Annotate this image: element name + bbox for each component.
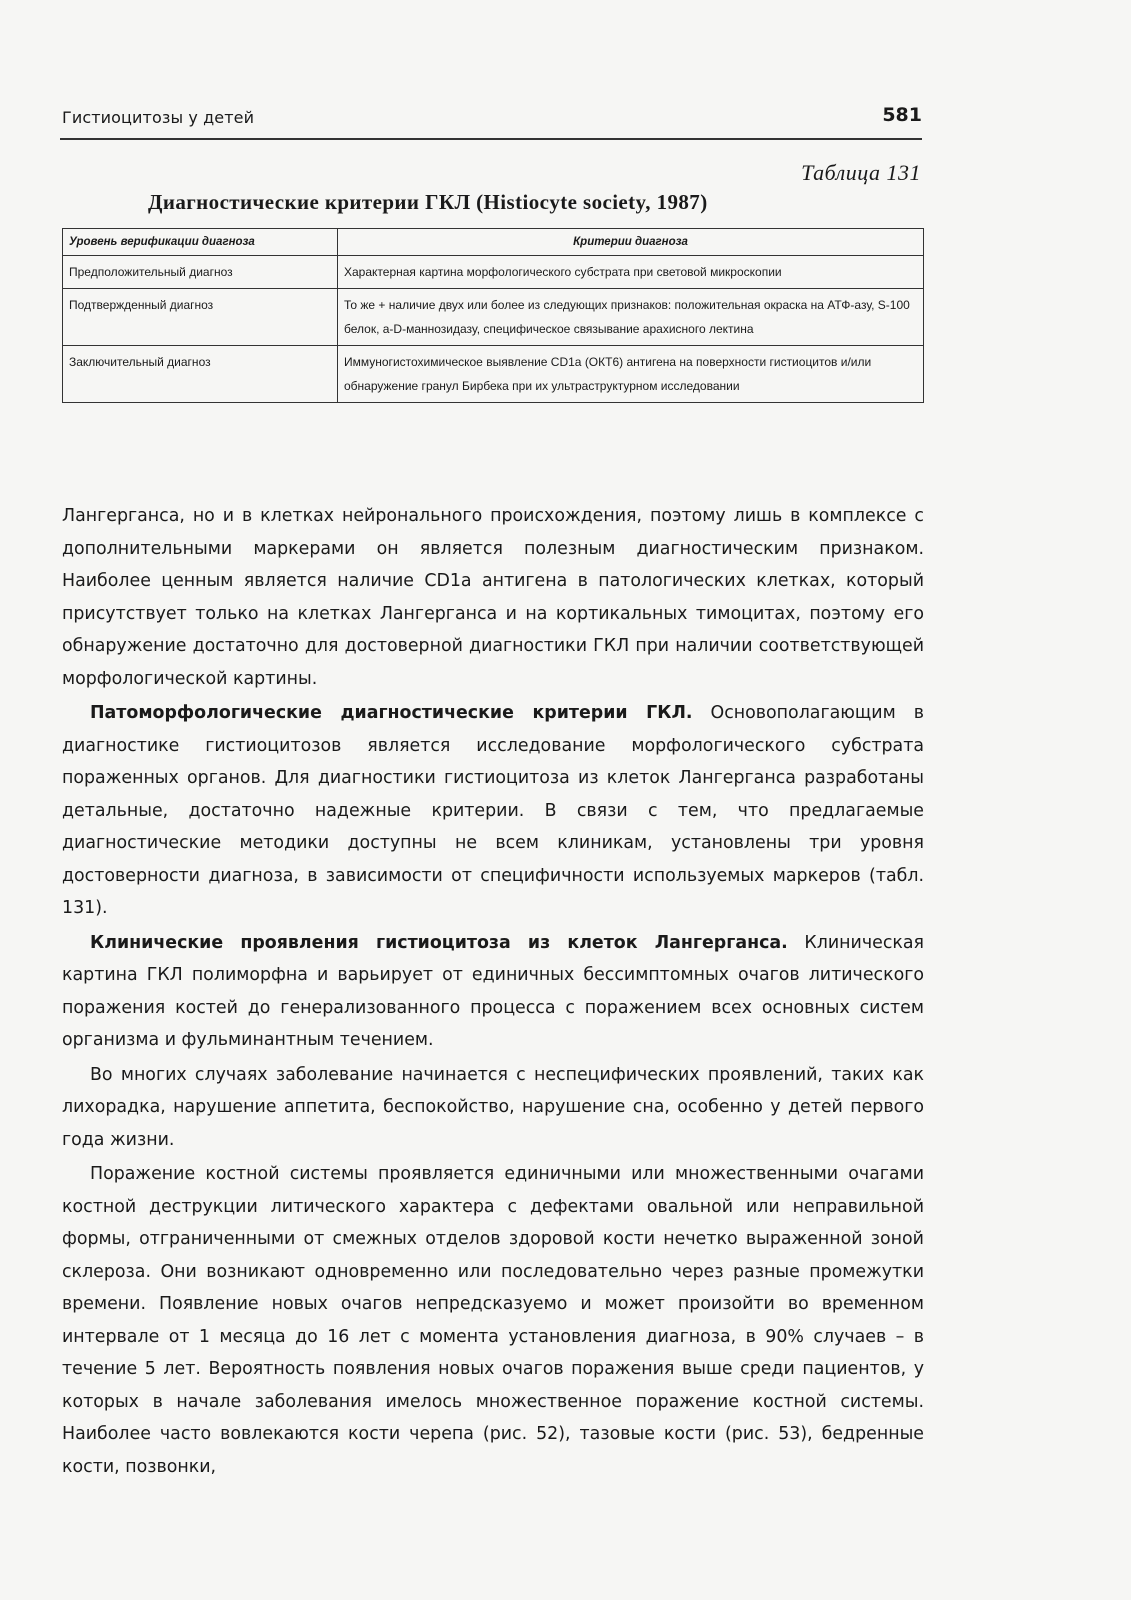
paragraph: Лангерганса, но и в клетках нейронального происхождения, поэтому лишь в комплексе с дополнительными маркерами он является полезным диагностическим признаком. Наиболее ценным является наличие CD1a антигена в патологических клетках, который присутствует только на клетках Лангерганса и на кортикальных тимоцитах, поэтому его обнаружение достаточно для достоверной диагностики ГКЛ при наличии соответствующей морфологической картины. <box>62 506 924 689</box>
level-cell: Предположительный диагноз <box>63 256 338 289</box>
table-row <box>63 346 924 403</box>
column-header-criteria: Критерии диагноза <box>338 229 924 256</box>
table-header-row <box>63 229 924 256</box>
criteria-cell: Характерная картина морфологического субстрата при световой микроскопии <box>338 256 924 289</box>
table-label: Таблица 131 <box>801 160 921 185</box>
page-header <box>60 104 922 140</box>
paragraph <box>62 697 924 925</box>
level-cell: Подтвержденный диагноз <box>63 289 338 346</box>
criteria-cell: То же + наличие двух или более из следующих признаков: положительная окраска на АТФ-азу, S-100 белок, a-D-маннозидазу, специфическое связывание арахисного лектина <box>338 289 924 346</box>
table-title: Диагностические критерии ГКЛ (Histiocyte society, 1987) <box>148 190 708 214</box>
body-text <box>62 500 924 1483</box>
paragraph: Во многих случаях заболевание начинается с неспецифических проявлений, таких как лихорадка, нарушение аппетита, беспокойство, нарушение сна, особенно у детей первого года жизни. <box>62 1064 924 1150</box>
table-row <box>63 289 924 346</box>
running-title: Гистиоцитозы у детей <box>62 108 255 127</box>
level-cell: Заключительный диагноз <box>63 346 338 403</box>
section-heading: Патоморфологические диагностические критерии ГКЛ. <box>90 703 693 723</box>
paragraph-text: Клиническая картина ГКЛ полиморфна и варьирует от единичных бессимптомных очагов литического поражения костей до генерализованного процесса с поражением всех основных систем организма и фульминантным течением. <box>62 932 924 1050</box>
paragraph-text: Основополагающим в диагностике гистиоцитозов является исследование морфологического субстрата пораженных органов. Для диагностики гистиоцитоза из клеток Лангерганса разработаны детальные, достаточно надежные критерии. В связи с тем, что предлагаемые диагностические методики доступны не всем клиникам, установлены три уровня достоверности диагноза, в зависимости от специфичности используемых маркеров (табл. 131). <box>62 703 924 918</box>
page-number: 581 <box>882 104 922 126</box>
section-heading: Клинические проявления гистиоцитоза из клеток Лангерганса. <box>90 932 788 953</box>
criteria-cell: Иммуногистохимическое выявление CD1a (ОКТ6) антигена на поверхности гистиоцитов и/или обнаружение гранул Бирбека при их ультраструктурном исследовании <box>338 346 924 403</box>
paragraph: Поражение костной системы проявляется единичными или множественными очагами костной деструкции литического характера с дефектами овальной или неправильной формы, отграниченными от смежных отделов здоровой кости нечетко выраженной зоной склероза. Они возникают одновременно или последовательно через разные промежутки времени. Появление новых очагов непредсказуемо и может произойти во временном интервале от 1 месяца до 16 лет с момента установления диагноза, в 90% случаев – в течение 5 лет. Вероятность появления новых очагов поражения выше среди пациентов, у которых в начале заболевания имелось множественное поражение костной системы. Наиболее часто вовлекаются кости черепа (рис. 52), тазовые кости (рис. 53), бедренные кости, позвонки, <box>62 1164 924 1477</box>
paragraph <box>62 927 924 1057</box>
column-header-level: Уровень верификации диагноза <box>63 229 338 256</box>
criteria-table <box>62 228 924 403</box>
table-row <box>63 256 924 289</box>
